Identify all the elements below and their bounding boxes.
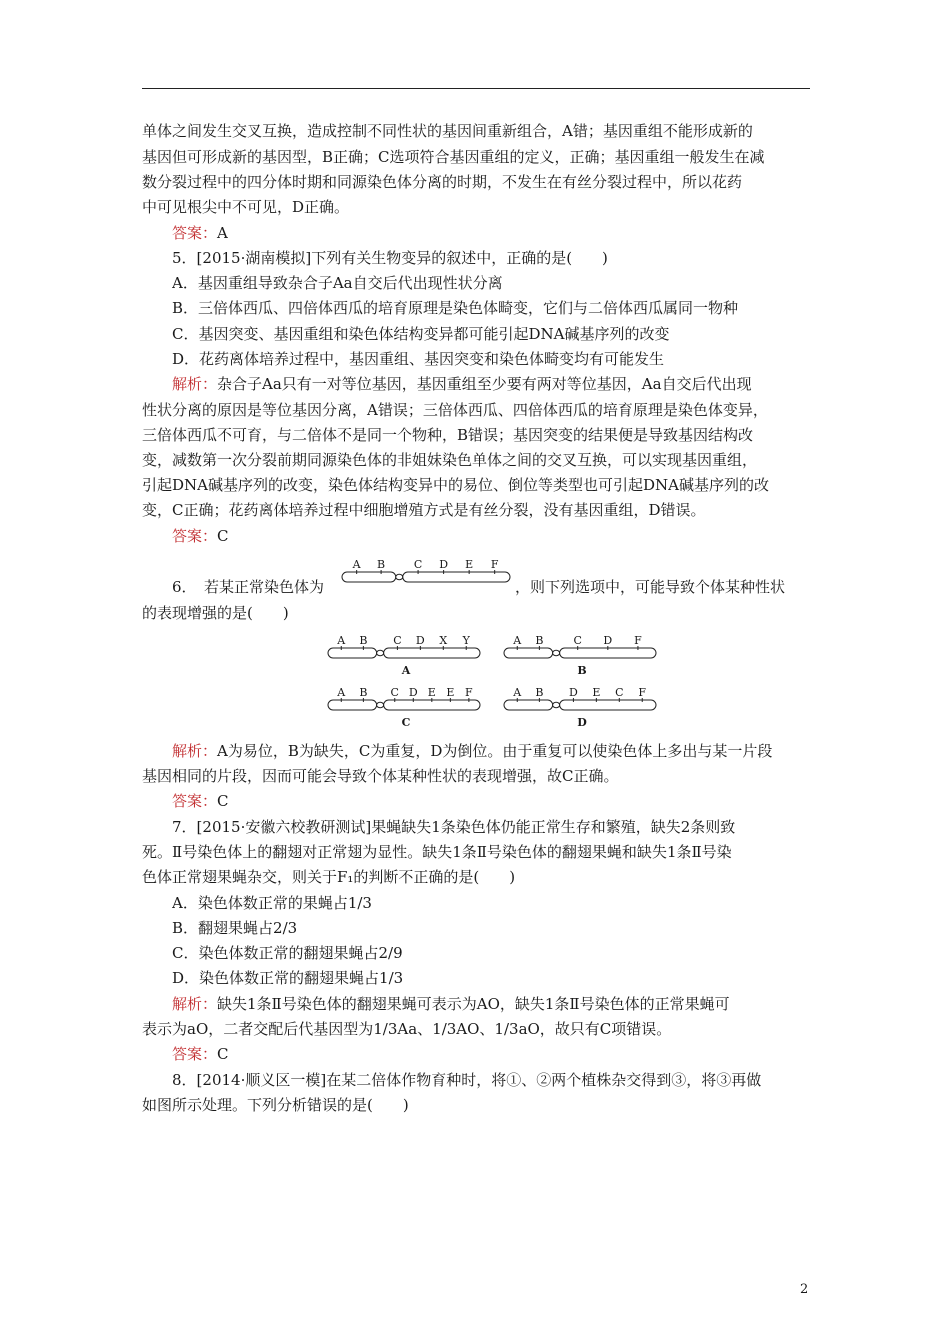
option-d: D．花药离体培养过程中，基因重组、基因突变和染色体畸变均有可能发生 [172, 350, 665, 368]
analysis-text: A为易位，B为缺失，C为重复，D为倒位。由于重复可以使染色体上多出与某一片段 [217, 742, 773, 760]
gene-label: E [465, 558, 474, 571]
answer-label: 答案： [172, 792, 218, 810]
gene-label: D [408, 686, 418, 699]
question-stem: 8．[2014·顺义区一模]在某二倍体作物育种时，将①、②两个植株杂交得到③，将③再做 [172, 1071, 762, 1089]
option-letter: C [401, 716, 411, 729]
question-stem: 死。Ⅱ号染色体上的翻翅对正常翅为显性。缺失1条Ⅱ号染色体的翻翅果蝇和缺失1条Ⅱ号染 [142, 843, 732, 861]
gene-label: D [439, 558, 449, 571]
question-stem: 7．[2015·安徽六校教研测试]果蝇缺失1条染色体仍能正常生存和繁殖，缺失2条则致 [172, 818, 736, 836]
chromosome-arm-long [403, 572, 510, 582]
gene-label: F [490, 558, 499, 571]
analysis-label: 解析： [172, 742, 218, 760]
chromosome-arm-short [504, 648, 553, 658]
gene-label: B [359, 634, 368, 647]
gene-label: B [535, 686, 544, 699]
answer-label: 答案： [172, 224, 218, 242]
gene-label: A [337, 686, 346, 699]
gene-label: D [568, 686, 578, 699]
analysis-text: 缺失1条Ⅱ号染色体的翻翅果蝇可表示为AO，缺失1条Ⅱ号染色体的正常果蝇可 [217, 995, 730, 1013]
analysis-line [172, 375, 810, 393]
gene-label: A [513, 634, 522, 647]
option-letter: D [577, 716, 587, 729]
gene-label: A [513, 686, 522, 699]
answer-line [172, 224, 810, 242]
option-a: A．染色体数正常的果蝇占1/3 [172, 894, 372, 912]
analysis-text: 性状分离的原因是等位基因分离，A错误；三倍体西瓜、四倍体西瓜的培育原理是染色体变异， [142, 401, 768, 419]
gene-label: C [615, 686, 624, 699]
chromosome-arm-short [342, 572, 396, 582]
centromere [377, 702, 384, 708]
answer-value: C [217, 792, 229, 810]
analysis-text: 杂合子Aa只有一对等位基因，基因重组至少要有两对等位基因，Aa自交后代出现 [217, 375, 752, 393]
analysis-label: 解析： [172, 995, 218, 1013]
chromosome-arm-short [504, 700, 553, 710]
gene-label: B [377, 558, 386, 571]
option-letter: A [401, 664, 411, 677]
gene-label: A [337, 634, 346, 647]
question-stem-line2: 的表现增强的是( ) [142, 604, 289, 622]
question-stem: 5．[2015·湖南模拟]下列有关生物变异的叙述中，正确的是( ) [172, 249, 608, 267]
text-line: 基因但可形成新的基因型，B正确；C选项符合基因重组的定义，正确；基因重组一般发生在减 [142, 148, 765, 166]
option-c: C．基因突变、基因重组和染色体结构变异都可能引起DNA碱基序列的改变 [172, 325, 670, 343]
centromere [553, 650, 560, 656]
analysis-label: 解析： [172, 375, 218, 393]
gene-label: C [413, 558, 423, 571]
answer-value: C [217, 1045, 229, 1063]
answer-label: 答案： [172, 1045, 218, 1063]
option-b: B．翻翅果蝇占2/3 [172, 919, 298, 937]
analysis-line [172, 995, 810, 1013]
gene-label: X [439, 634, 448, 647]
chromosome-arm-long [384, 648, 480, 658]
gene-label: A [352, 558, 361, 571]
normal-chromosome-body [342, 558, 510, 582]
option-letter: B [577, 664, 587, 677]
centromere [377, 650, 384, 656]
normal-chromosome [340, 552, 514, 596]
question-stem-continued: ，则下列选项中，可能导致个体某种性状 [515, 578, 786, 596]
gene-label: B [535, 634, 544, 647]
gene-label: C [393, 634, 402, 647]
analysis-text: 基因相同的片段，因而可能会导致个体某种性状的表现增强，故C正确。 [142, 767, 619, 785]
centromere [396, 574, 403, 580]
analysis-text: 引起DNA碱基序列的改变，染色体结构变异中的易位、倒位等类型也可引起DNA碱基序列的改 [142, 476, 769, 494]
answer-line [172, 1045, 810, 1063]
analysis-line [172, 742, 810, 760]
gene-label: Y [462, 634, 470, 647]
chromosome-arm-long [560, 700, 656, 710]
chromosome-option-c [328, 686, 480, 729]
answer-value: A [217, 224, 228, 242]
chromosome-options-figure [320, 628, 670, 738]
centromere [553, 702, 560, 708]
gene-label: F [465, 686, 473, 699]
answer-line [172, 527, 810, 545]
answer-value: C [217, 527, 229, 545]
gene-label: C [390, 686, 399, 699]
gene-label: F [638, 686, 647, 699]
question-stem: 如图所示处理。下列分析错误的是( ) [142, 1096, 409, 1114]
page-number: 2 [800, 1282, 809, 1297]
answer-line [172, 792, 810, 810]
chromosome-arm-short [328, 700, 377, 710]
analysis-text: 变，减数第一次分裂前期同源染色体的非姐妹染色单体之间的交叉互换，可以实现基因重组， [142, 451, 758, 469]
gene-label: E [427, 686, 436, 699]
gene-label: E [592, 686, 601, 699]
analysis-text: 变，C正确；花药离体培养过程中细胞增殖方式是有丝分裂，没有基因重组，D错误。 [142, 501, 706, 519]
chromosome-arm-short [328, 648, 377, 658]
gene-label: D [415, 634, 425, 647]
text-line: 数分裂过程中的四分体时期和同源染色体分离的时期，不发生在有丝分裂过程中，所以花药 [142, 173, 743, 191]
question-stem: 6． 若某正常染色体为 [172, 578, 325, 596]
gene-label: F [634, 634, 642, 647]
option-b: B．三倍体西瓜、四倍体西瓜的培育原理是染色体畸变，它们与二倍体西瓜属同一物种 [172, 299, 739, 317]
option-c: C．染色体数正常的翻翅果蝇占2/9 [172, 944, 403, 962]
analysis-text: 表示为aO，二者交配后代基因型为1/3Aa、1/3AO、1/3aO，故只有C项错误。 [142, 1020, 672, 1038]
option-d: D．染色体数正常的翻翅果蝇占1/3 [172, 969, 404, 987]
chromosome-option-a [328, 634, 480, 677]
option-a: A．基因重组导致杂合子Aa自交后代出现性状分离 [172, 274, 503, 292]
text-line: 单体之间发生交叉互换，造成控制不同性状的基因间重新组合，A错；基因重组不能形成新的 [142, 122, 753, 140]
header-rule [142, 88, 810, 89]
chromosome-option-b [504, 634, 656, 677]
question-stem: 色体正常翅果蝇杂交，则关于F₁的判断不正确的是( ) [142, 868, 516, 886]
chromosome-option-d [504, 686, 656, 729]
gene-label: C [573, 634, 582, 647]
text-line: 中可见根尖中不可见，D正确。 [142, 198, 350, 216]
answer-label: 答案： [172, 527, 218, 545]
gene-label: B [359, 686, 368, 699]
gene-label: E [446, 686, 455, 699]
analysis-text: 三倍体西瓜不可育，与二倍体不是同一个物种，B错误；基因突变的结果便是导致基因结构改 [142, 426, 754, 444]
gene-label: D [603, 634, 613, 647]
